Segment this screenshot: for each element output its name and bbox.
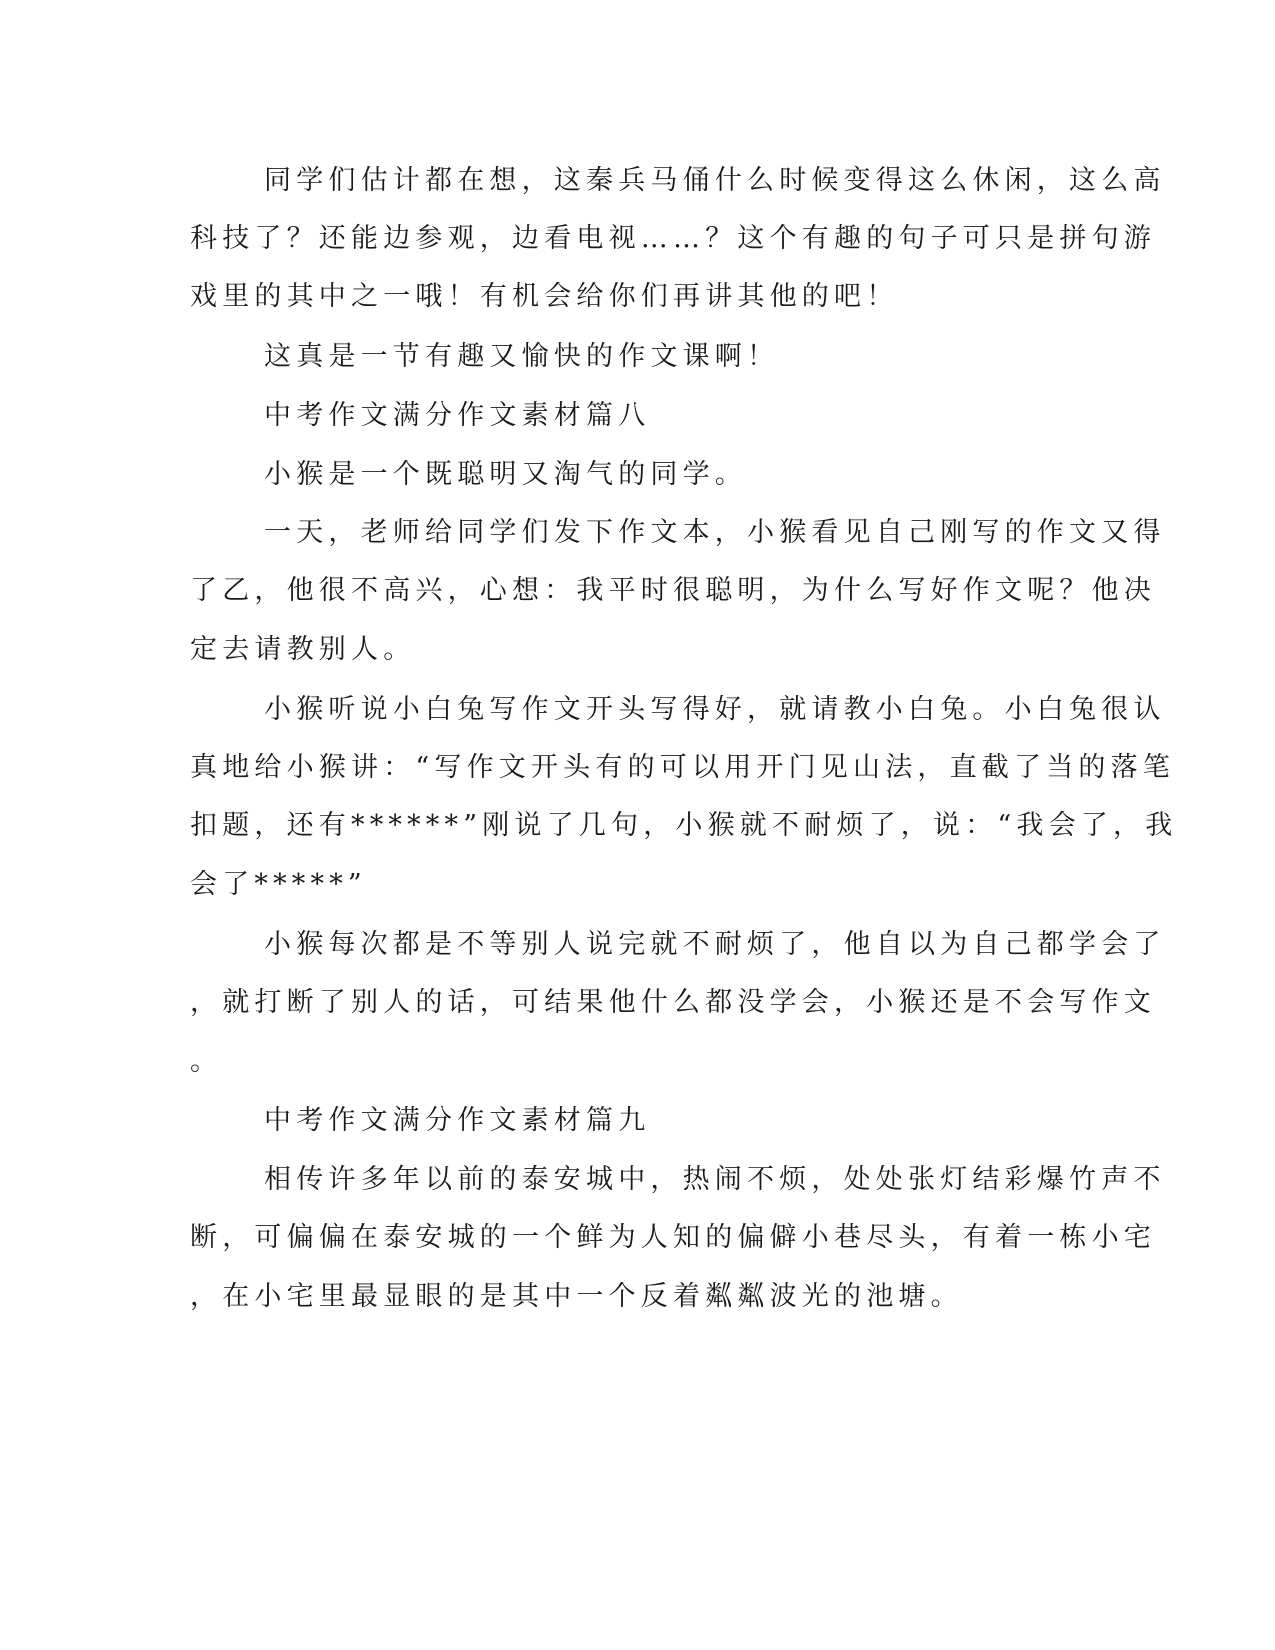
paragraph-4-line-3: 定去请教别人。	[190, 634, 416, 665]
paragraph-7-line-1: 相传许多年以前的泰安城中，热闹不烦，处处张灯结彩爆竹声不	[264, 1164, 1166, 1195]
paragraph-4-line-1: 一天，老师给同学们发下作文本，小猴看见自己刚写的作文又得	[264, 517, 1166, 548]
paragraph-5-line-2: 真地给小猴讲：“写作文开头有的可以用开门见山法，直截了当的落笔	[190, 752, 1176, 783]
paragraph-6-line-2: ，就打断了别人的话，可结果他什么都没学会，小猴还是不会写作文	[190, 987, 1156, 1018]
paragraph-1-line-1: 同学们估计都在想，这秦兵马俑什么时候变得这么休闲，这么高	[264, 165, 1166, 196]
paragraph-1-line-3: 戏里的其中之一哦！有机会给你们再讲其他的吧！	[190, 281, 899, 312]
paragraph-4-line-2: 了乙，他很不高兴，心想：我平时很聪明，为什么写好作文呢？他决	[190, 575, 1156, 606]
paragraph-1-line-2: 科技了？还能边参观，边看电视……？这个有趣的句子可只是拼句游	[190, 223, 1156, 254]
paragraph-7-line-3: ，在小宅里最显眼的是其中一个反着粼粼波光的池塘。	[190, 1281, 963, 1312]
paragraph-2-line-1: 这真是一节有趣又愉快的作文课啊！	[264, 341, 780, 372]
section-heading-9: 中考作文满分作文素材篇九	[264, 1105, 651, 1136]
paragraph-5-line-4: 会了*****”	[190, 869, 367, 900]
paragraph-3-line-1: 小猴是一个既聪明又淘气的同学。	[264, 459, 747, 490]
paragraph-6-line-3: 。	[190, 1046, 223, 1077]
paragraph-6-line-1: 小猴每次都是不等别人说完就不耐烦了，他自以为自己都学会了	[264, 929, 1166, 960]
paragraph-5-line-3: 扣题，还有******”刚说了几句，小猴就不耐烦了，说：“我会了，我	[190, 810, 1178, 841]
section-heading-8: 中考作文满分作文素材篇八	[264, 400, 651, 431]
paragraph-7-line-2: 断，可偏偏在泰安城的一个鲜为人知的偏僻小巷尽头，有着一栋小宅	[190, 1222, 1156, 1253]
paragraph-5-line-1: 小猴听说小白兔写作文开头写得好，就请教小白兔。小白兔很认	[264, 694, 1166, 725]
